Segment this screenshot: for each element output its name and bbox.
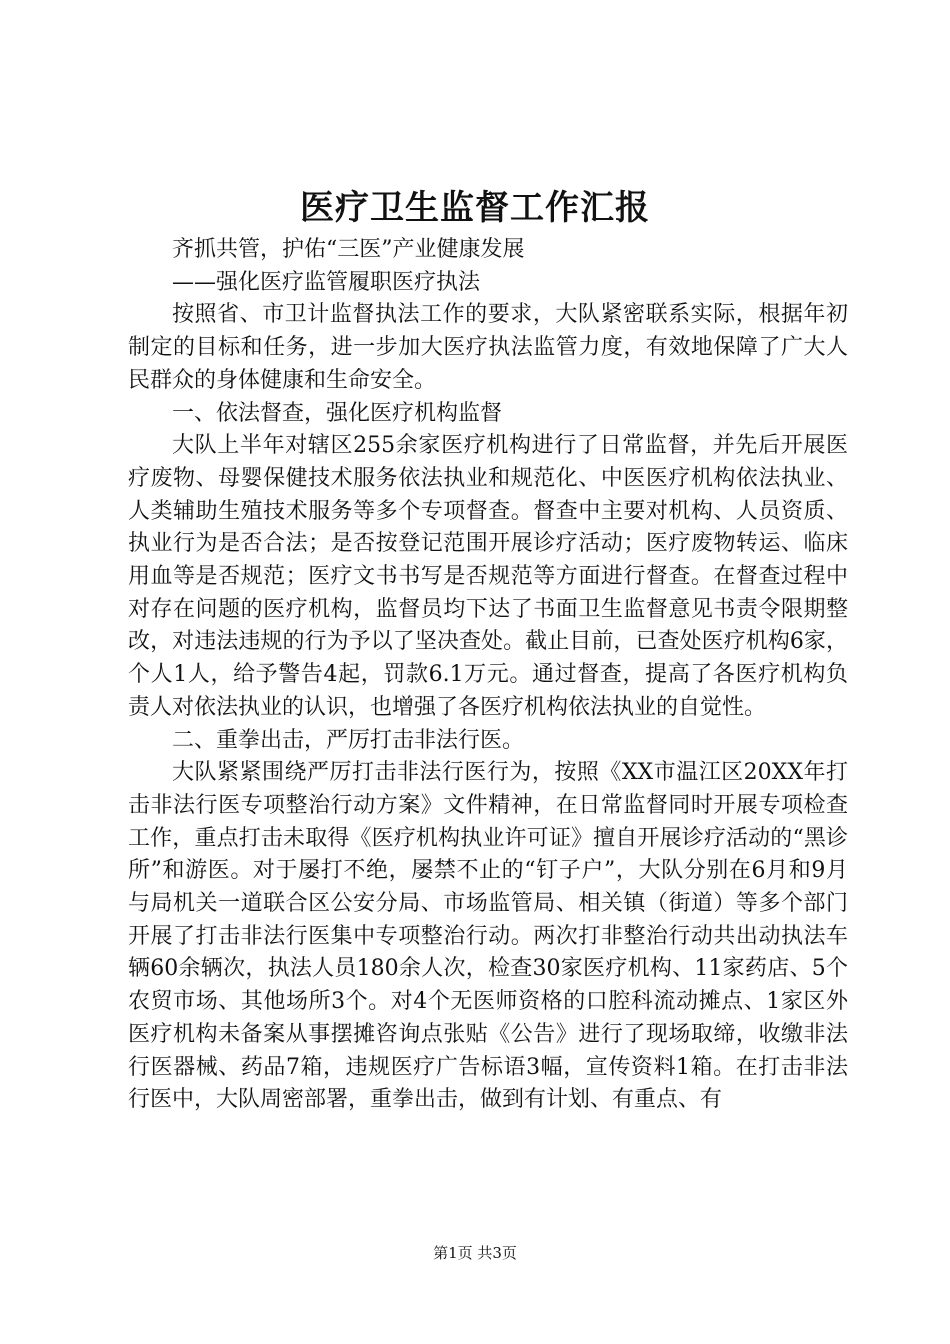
body-paragraph: 大队上半年对辖区255余家医疗机构进行了日常监督，并先后开展医疗废物、母婴保健技术服务依法执业和规范化、中医医疗机构依法执业、人类辅助生殖技术服务等多个专项督查。督查中主要对机构、人员资质、执业行为是否合法；是否按登记范围开展诊疗活动；医疗废物转运、临床用血等是否规范；医疗文书书写是否规范等方面进行督查。在督查过程中对存在问题的医疗机构，监督员均下达了书面卫生监督意见书责令限期整改，对违法违规的行为予以了坚决查处。截止目前，已查处医疗机构6家，个人1人，给予警告4起，罚款6.1万元。通过督查，提高了各医疗机构负责人对依法执业的认识，也增强了各医疗机构依法执业的自觉性。 xyxy=(128,433,848,720)
section-heading: 二、重拳出击，严厉打击非法行医。 xyxy=(172,727,525,753)
subtitle-line: 齐抓共管，护佑“三医”产业健康发展 xyxy=(172,237,525,262)
body-paragraph: 大队紧紧围绕严厉打击非法行医行为，按照《XX市温江区20XX年打击非法行医专项整治行动方案》文件精神，在日常监督同时开展专项检查工作，重点打击未取得《医疗机构执业许可证》擅自开展诊疗活动的“黑诊所”和游医。对于屡打不绝，屡禁不止的“钉子户”，大队分别在6月和9月与局机关一道联合区公安分局、市场监管局、相关镇（街道）等多个部门开展了打击非法行医集中专项整治行动。两次打非整治行动共出动执法车辆60余辆次，执法人员180余人次，检查30家医疗机构、11家药店、5个农贸市场、其他场所3个。对4个无医师资格的口腔科流动摊点、1家区外医疗机构未备案从事摆摊咨询点张贴《公告》进行了现场取缔，收缴非法行医器械、药品7箱，违规医疗广告标语3幅，宣传资料1箱。在打击非法行医中，大队周密部署，重拳出击，做到有计划、有重点、有 xyxy=(128,760,848,1113)
body-paragraph: 按照省、市卫计监督执法工作的要求，大队紧密联系实际，根据年初制定的目标和任务，进一步加大医疗执法监管力度，有效地保障了广大人民群众的身体健康和生命安全。 xyxy=(128,302,848,393)
page-footer: 第1页 共3页 xyxy=(433,1244,517,1262)
document-title: 医疗卫生监督工作汇报 xyxy=(300,188,650,228)
subtitle-line: ——强化医疗监管履职医疗执法 xyxy=(172,269,481,295)
section-heading: 一、依法督查，强化医疗机构监督 xyxy=(172,400,503,426)
document-body xyxy=(128,234,848,1117)
